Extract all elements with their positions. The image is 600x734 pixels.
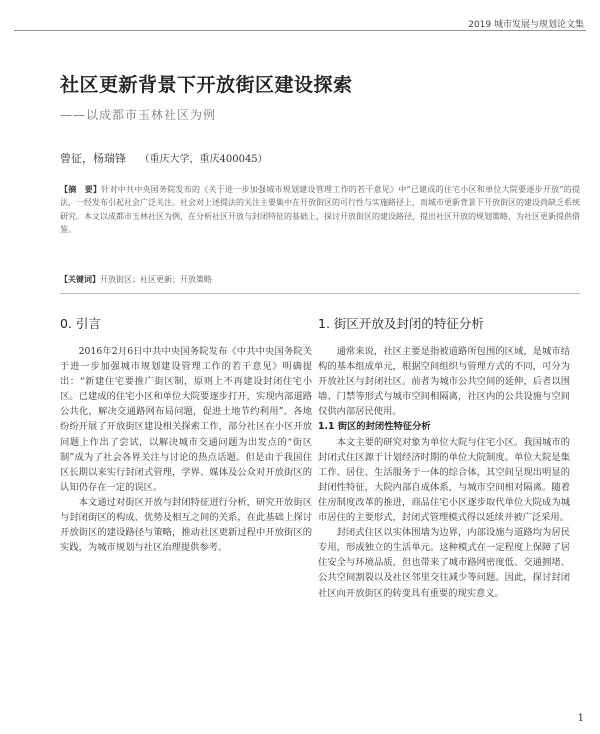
author-names: 曾征，杨瑞锋 [60, 152, 126, 165]
running-header: 2019 城市发展与规划论文集 [468, 20, 584, 30]
abstract-label: 【摘 要】 [60, 184, 102, 194]
page-number: 1 [577, 713, 584, 724]
subsection-paragraph: 本文主要的研究对象为单位大院与住宅小区。我国城市的封闭式住区源于计划经济时期的单位大院制度。单位大院是集工作、居住、生活服务于一体的综合体，其空间呈现出明显的封闭性特征，大院内部自成体系，与城市空间相对隔离。随着住房制度改革的推进，商品住宅小区逐步取代单位大院成为城市居住的主要形式，封闭式管理模式得以延续并被广泛采用。 [318, 436, 570, 524]
abstract-text: 针对中共中央国务院发布的《关于进一步加强城市规划建设管理工作的若干意见》中“已建成的住宅小区和单位大院要逐步开放”的提法，一经发布引起社会广泛关注。社会对上述提法的关注主要集中在开放街区的可行性与实施路径上，而城市更新背景下开放街区的建设尚缺乏系统研究。本文以成都市玉林社区为例，在分析社区开放与封闭特征的基础上，探讨开放街区的建设路径，提出社区开放的规划策略，为社区更新提供借鉴。 [60, 185, 580, 235]
subsection-paragraph: 封闭式住区以实体围墙为边界，内部设施与道路均为居民专用，形成独立的生活单元。这种模式在一定程度上保障了居住安全与环境品质，但也带来了城市路网密度低、交通拥堵、公共空间割裂以及社区邻里交往减少等问题。因此，探讨封闭社区向开放街区的转变具有重要的现实意义。 [318, 527, 570, 599]
section-divider [60, 293, 580, 294]
keywords-text: 开放街区；社区更新；开放策略 [100, 275, 212, 284]
intro-paragraph: 2016年2月6日中共中央国务院发布《中共中央国务院关于进一步加强城市规划建设管理工作的若干意见》明确提出：“新建住宅要推广街区制，原则上不再建设封闭住宅小区。已建成的住宅小区和单位大院要逐步打开，实现内部道路公共化，解决交通路网布局问题，促进土地节约利用”。各地纷纷开展了开放街区建设相关探索工作，部分社区在小区开放问题上作出了尝试，以解决城市交通问题为出发点的“街区制”成为了社会各界关注与讨论的热点话题。但是由于我国住区长期以来实行封闭式管理，学界、媒体及公众对开放街区的认知仍存在一定的误区。 [60, 346, 312, 493]
abstract [60, 183, 580, 237]
feature-paragraph: 通常来说，社区主要是指被道路所包围的区域，是城市结构的基本组成单元，根据空间组织与管理方式的不同，可分为开放社区与封闭社区。前者为城市公共空间的延伸，后者以围墙、门禁等形式与城市空间相隔离，社区内的公共设施与空间仅供内部居民使用。 [318, 346, 570, 418]
header-rule [14, 30, 586, 31]
intro-paragraph: 本文通过对街区开放与封闭特征进行分析，研究开放街区与封闭街区的构成、优势及相互之间的关系，在此基础上探讨开放街区的建设路径与策略，推动社区更新过程中开放街区的实践，为城市规划与社区治理提供参考。 [60, 496, 312, 554]
page-subtitle: ——以成都市玉林社区为例 [60, 108, 217, 122]
page-title: 社区更新背景下开放街区建设探索 [60, 74, 353, 96]
keywords-label: 【关键词】 [60, 274, 100, 284]
section-heading-intro: 0. 引言 [60, 316, 101, 331]
section-heading-feature: 1. 街区开放及封闭的特征分析 [318, 316, 484, 331]
author-line [60, 150, 268, 166]
right-column [318, 314, 570, 601]
author-affiliation: （重庆大学，重庆400045） [139, 154, 268, 165]
subsection-heading: 1.1 街区的封闭性特征分析 [318, 421, 431, 433]
left-column [60, 314, 312, 555]
keywords [60, 274, 212, 285]
